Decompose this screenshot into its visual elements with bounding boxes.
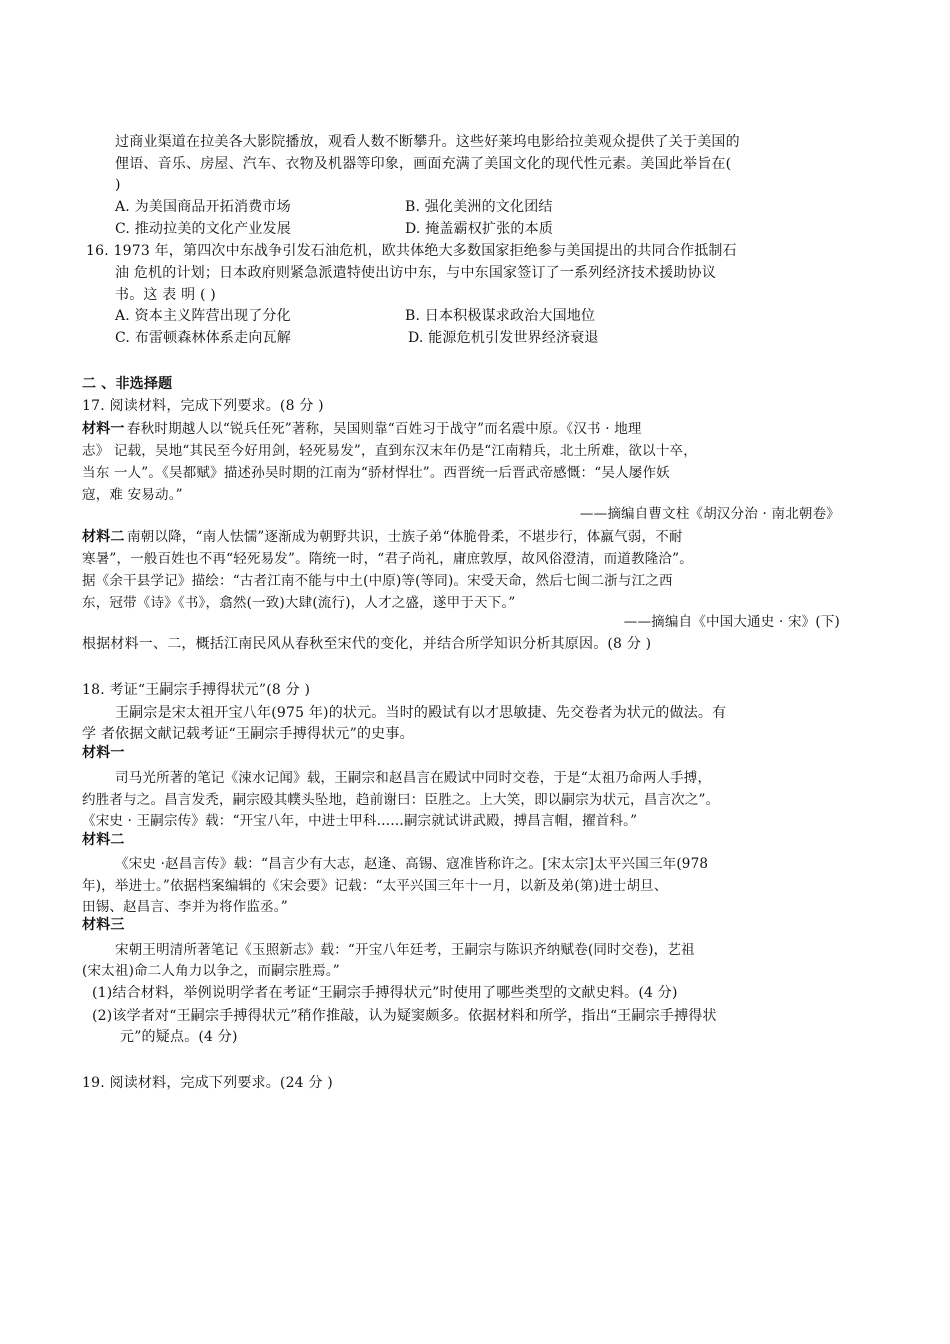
q18-subquestion-2-line-2: 元”的疑点。(4 分) <box>120 1029 238 1045</box>
q16-option-d: D. 能源危机引发世界经济衰退 <box>408 330 599 346</box>
q18-intro-line-2: 学 者依据文献记载考证“王嗣宗手搏得状元”的史事。 <box>82 726 414 742</box>
q18-material-3-line-2: (宋太祖)命二人角力以争之，而嗣宗胜焉。” <box>82 963 340 979</box>
q17-material-1-label: 材料一 <box>82 421 125 437</box>
q16-option-c: C. 布雷顿森林体系走向瓦解 <box>115 330 291 346</box>
q17-material-1-line-2: 志》 记载，吴地“其民至今好用剑，轻死易发”，直到东汉末年仍是“江南精兵，北土所难，欲以十卒， <box>82 443 697 459</box>
q17-material-2-line-3: 据《余干县学记》描绘：“古者江南不能与中土(中原)等(等同)。宋受天命，然后七闽二浙与江之西 <box>82 573 673 589</box>
q16-line-3: 书。这 表 明 ( ) <box>115 287 216 303</box>
q16-line-2: 油 危机的计划；日本政府则紧急派遣特使出访中东，与中东国家签订了一系列经济技术援助协议 <box>115 265 717 281</box>
q15-option-a: A. 为美国商品开拓消费市场 <box>115 199 291 215</box>
q18-intro-line-1: 王嗣宗是宋太祖开宝八年(975 年)的状元。当时的殿试有以才思敏捷、先交卷者为状元的做法。有 <box>115 705 727 721</box>
q19-title: 19. 阅读材料，完成下列要求。(24 分 ) <box>82 1075 333 1091</box>
q18-title: 18. 考证“王嗣宗手搏得状元”(8 分 ) <box>82 682 311 698</box>
q18-material-2-line-3: 田锡、赵昌言、李并为将作监丞。” <box>82 899 288 915</box>
q15-line-1: 过商业渠道在拉美各大影院播放，观看人数不断攀升。这些好莱坞电影给拉美观众提供了关于美国的 <box>115 134 740 150</box>
q18-material-1-label: 材料一 <box>82 745 125 761</box>
q17-title: 17. 阅读材料，完成下列要求。(8 分 ) <box>82 398 324 414</box>
q15-option-c: C. 推动拉美的文化产业发展 <box>115 221 291 237</box>
q18-material-1-line-3: 《宋史 · 王嗣宗传》载：“开宝八年，中进士甲科……嗣宗就试讲武殿，搏昌言帽，擢首科。” <box>82 813 638 829</box>
q17-material-1-line-3: 当东 一人”。《吴都赋》描述孙吴时期的江南为“骄材悍壮”。西晋统一后晋武帝感慨：“吴人屡作妖 <box>82 465 670 481</box>
q15-option-b: B. 强化美洲的文化团结 <box>405 199 553 215</box>
q18-material-3-label: 材料三 <box>82 917 125 933</box>
q15-line-3: ) <box>115 177 121 193</box>
q18-material-2-line-2: 年)，举进士。”依据档案编辑的《宋会要》记载：“太平兴国三年十一月，以新及弟(第)进士胡旦、 <box>82 878 668 894</box>
q18-subquestion-1: (1)结合材料，举例说明学者在考证“王嗣宗手搏得状元”时使用了哪些类型的文献史料。(4 分) <box>92 985 678 1001</box>
section-heading: 二 、非选择题 <box>82 376 173 392</box>
q18-material-3-line-1: 宋朝王明清所著笔记《玉照新志》载：“开宝八年廷考，王嗣宗与陈识齐纳赋卷(同时交卷)，艺祖 <box>115 942 695 958</box>
q16-option-b: B. 日本积极谋求政治大国地位 <box>405 308 596 324</box>
q17-material-1-line-1: 春秋时期越人以“锐兵任死”著称，吴国则靠“百姓习于战守”而名震中原。《汉书 · 地理 <box>127 421 642 437</box>
q17-material-2-line-2: 寒暑”，一般百姓也不再“轻死易发”。隋统一时，“君子尚礼，庸庶敦厚，故风俗澄清，而道教隆洽”。 <box>82 551 693 567</box>
q18-material-1-line-1: 司马光所著的笔记《涑水记闻》载，王嗣宗和赵昌言在殿试中同时交卷，于是“太祖乃命两人手搏， <box>115 770 712 786</box>
q18-material-1-line-2: 约胜者与之。昌言发秃，嗣宗殴其幞头坠地，趋前谢曰：臣胜之。上大笑，即以嗣宗为状元，昌言次之”。 <box>82 792 720 808</box>
q15-line-2: 俚语、音乐、房屋、汽车、衣物及机器等印象，画面充满了美国文化的现代性元素。美国此举旨在( <box>115 156 732 172</box>
q18-material-2-label: 材料二 <box>82 832 125 848</box>
q17-material-2-source: ——摘编自《中国大通史 · 宋》(下) <box>623 614 840 630</box>
q16-option-a: A. 资本主义阵营出现了分化 <box>115 308 291 324</box>
q15-option-d: D. 掩盖霸权扩张的本质 <box>405 221 554 237</box>
q17-material-2-line-4: 东，冠带《诗》《书》，翕然(一致)大肆(流行)，人才之盛，遂甲于天下。” <box>82 595 516 611</box>
q17-material-1-line-4: 寇，难 安易动。” <box>82 487 183 503</box>
q18-subquestion-2-line-1: (2)该学者对“王嗣宗手搏得状元”稍作推敲，认为疑窦颇多。依据材料和所学，指出“王嗣宗手搏得状 <box>92 1008 717 1024</box>
q18-material-2-line-1: 《宋史 ·赵昌言传》载：“昌言少有大志，赵逢、高锡、寇准皆称许之。[宋太宗]太平兴国三年(978 <box>115 856 709 872</box>
q16-line-1: 16. 1973 年，第四次中东战争引发石油危机，欧共体绝大多数国家拒绝参与美国提出的共同合作抵制石 <box>86 243 737 259</box>
q17-question: 根据材料一、二，概括江南民风从春秋至宋代的变化，并结合所学知识分析其原因。(8 分 ) <box>82 636 652 652</box>
q17-material-2-line-1: 南朝以降，“南人怯懦”逐渐成为朝野共识，士族子弟“体脆骨柔，不堪步行，体羸气弱，不耐 <box>127 529 683 545</box>
q17-material-1-source: ——摘编自曹文柱《胡汉分治 · 南北朝卷》 <box>579 506 840 522</box>
q17-material-2-label: 材料二 <box>82 529 125 545</box>
